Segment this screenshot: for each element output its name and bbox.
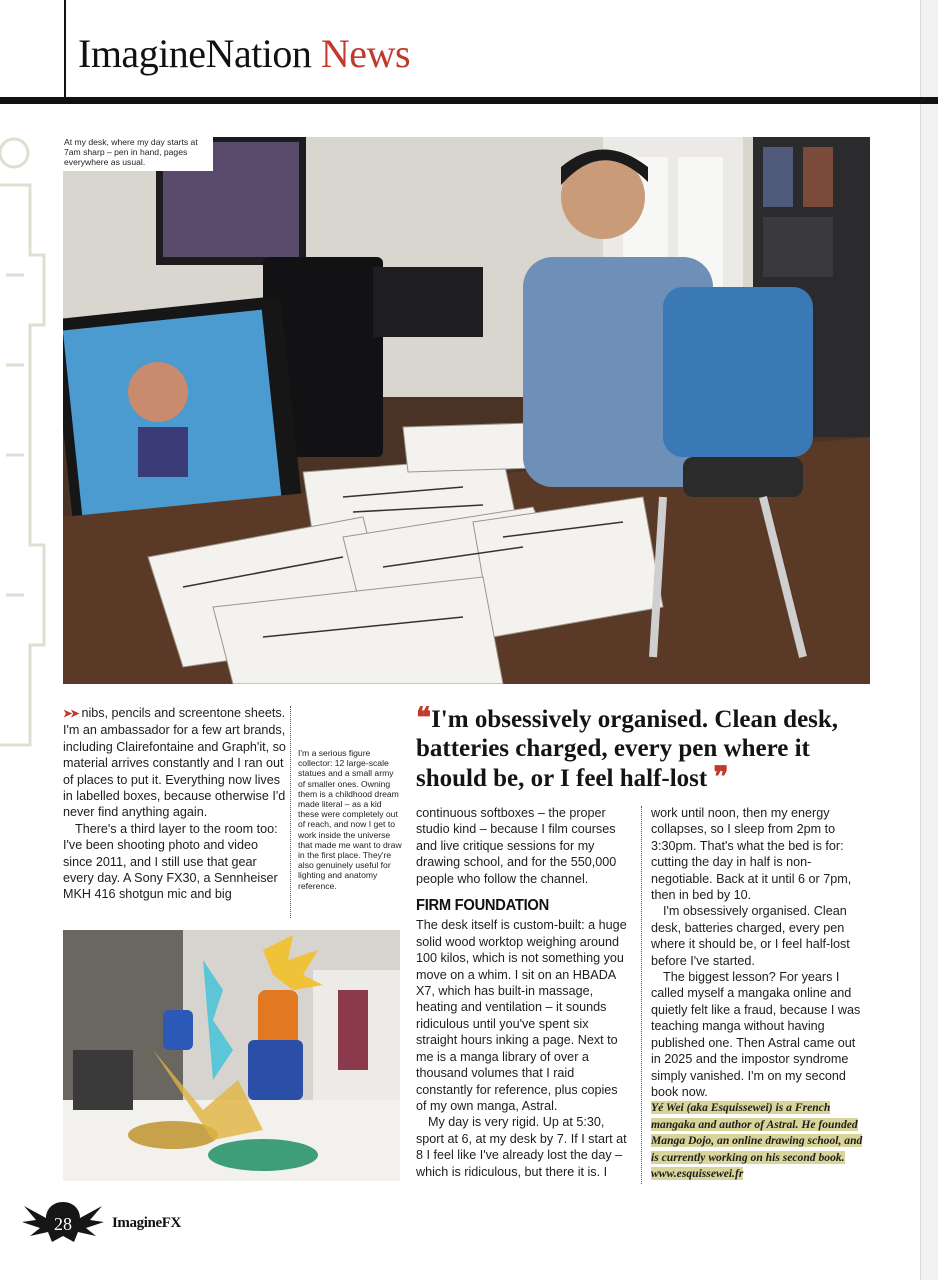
- magazine-logo: ImagineFX: [112, 1215, 181, 1231]
- column2-paragraph-3: My day is very rigid. Up at 5:30, sport at 6, at my desk by 7. If I start at 8 I feel like I've already lost the day – which is ridiculous, but there it is. I: [416, 1115, 627, 1179]
- figure-collection-photo: [63, 930, 400, 1181]
- main-photo-caption-text: At my desk, where my day starts at 7am sharp – pen in hand, pages everywhere as usual.: [64, 137, 198, 168]
- column2-paragraph-2: The desk itself is custom-built: a huge solid wood worktop weighing around 100 kilos, which is not something you move on a whim. I sit on an HBADA X7, which has built-in massage, heating and ventilation – it sounds ridiculous until you've spent six straight hours inking a page. Next to me is a manga library of over a thousand volumes that I raid constantly for reference, plus copies of my own manga, Astral.: [416, 918, 627, 1113]
- section-title: [78, 30, 410, 77]
- continue-arrow-icon: ➤➤: [63, 708, 78, 720]
- pull-quote: [416, 704, 874, 793]
- column1-paragraph-1: [63, 705, 288, 821]
- column2-paragraph-1: continuous softboxes – the proper studio kind – because I film courses and live critique sessions for my drawing school, and for the 550,000 people who follow the channel.: [416, 806, 617, 886]
- column-divider: [641, 806, 642, 1184]
- article-column-2: [416, 805, 631, 1180]
- author-bio: [651, 1100, 867, 1182]
- open-quote-icon: ❝: [416, 703, 432, 734]
- background-sketch-art: [0, 125, 60, 750]
- pull-quote-text: I'm obsessively organised. Clean desk, batteries charged, every pen where it should be, or I feel half-lost: [416, 706, 839, 792]
- article-column-3: [651, 805, 867, 1182]
- page-edge-strip: [920, 0, 938, 1280]
- column3-paragraph-3: The biggest lesson? For years I called myself a mangaka online and quietly felt like a fraud, because I was teaching manga without having published one. Then Astral came out in 2025 and the impostor syndrome simply vanished. I'm on my second book now.: [651, 970, 861, 1099]
- figure-photo-caption: I'm a serious figure collector: 12 large-scale statues and a small army of smaller ones. Owning them is a childhood dream made literal – as a kid these were completely out of reach, and now I get to work inside the universe that made me want to draw in the first place. They're also genuinely useful for lighting and anatomy reference.: [298, 748, 402, 891]
- column1-paragraph-2: There's a third layer to the room too: I've been shooting photo and video since 2011, and I still use that gear every day. A Sony FX30, a Sennheiser MKH 416 shotgun mic and big: [63, 821, 278, 902]
- figure-photo-illustration: [63, 930, 400, 1181]
- author-bio-text: Yé Wei (aka Esquissewei) is a French mangaka and author of Astral. He founded Manga Dojo, an online drawing school, and is currently working on his second book. www.esquissewei.fr: [651, 1101, 863, 1180]
- studio-photo: [63, 137, 870, 684]
- column3-paragraph-1: work until noon, then my energy collapses, so I sleep from 2pm to 3:30pm. That's what the bed is for: cutting the day in half is non-negotiable. Back at it until 6 or 7pm, then in bed by 10.: [651, 806, 852, 903]
- main-photo-caption: [63, 137, 213, 171]
- close-quote-icon: ❞: [713, 762, 729, 793]
- column-divider: [290, 706, 291, 918]
- article-column-1: [63, 705, 288, 903]
- title-accent: News: [320, 31, 411, 76]
- column3-paragraph-2: I'm obsessively organised. Clean desk, batteries charged, every pen where it should be, or I feel half-lost before I've started.: [651, 904, 850, 968]
- page-number: 28: [54, 1214, 72, 1234]
- subheading: FIRM FOUNDATION: [416, 897, 549, 915]
- title-main: ImagineNation: [78, 31, 312, 76]
- header-divider: [64, 0, 66, 98]
- column1-p1-text: nibs, pencils and screentone sheets. I'm an ambassador for a few art brands, including Clairefontaine and Graph'it, so material arrives constantly and I ran out of places to put it. Everything now lives in labelled boxes, because otherwise I'd never find anything again.: [63, 706, 286, 820]
- header-rule: [0, 97, 938, 104]
- studio-photo-illustration: [63, 137, 870, 684]
